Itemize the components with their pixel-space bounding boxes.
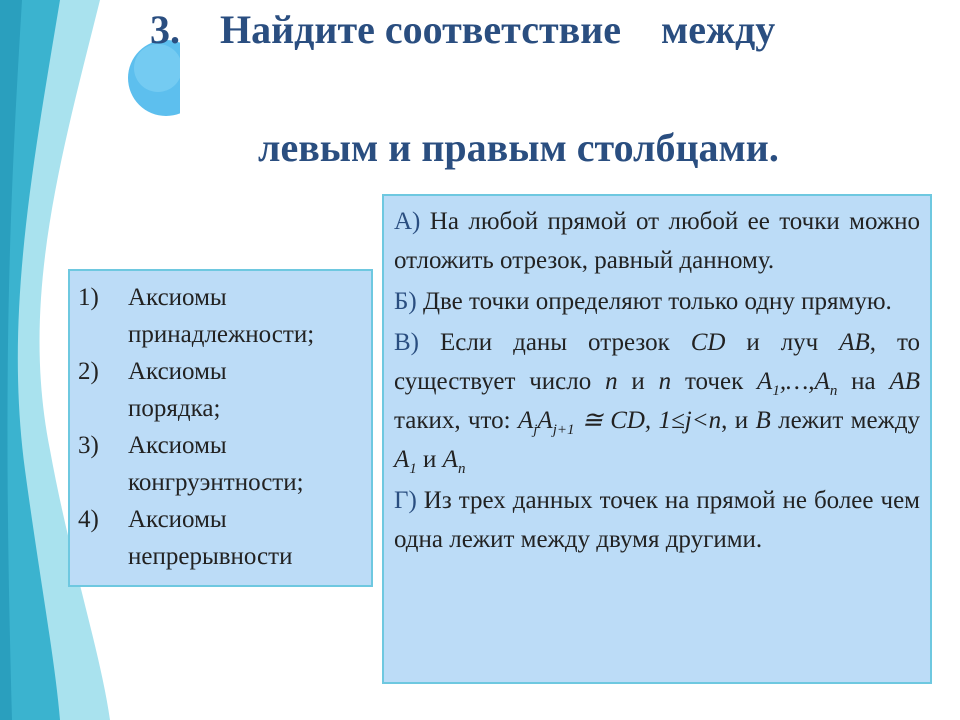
left-item-4: 4) Аксиомы непрерывности — [78, 506, 293, 570]
right-column-box — [382, 194, 932, 684]
right-item-v: В) Если даны отрезок CD и луч AB, то существует число n и n точек $A_1,\dots,A_n$ на AB таких, что: $A_jA_{j+1}$ ≅ CD, 1≤j<n, и B лежит между $A_1$ и $A_n$ — [394, 329, 921, 477]
right-item-g: Г) Из трех данных точек на прямой не более чем одна лежит между двумя другими. — [394, 487, 921, 553]
question-number: 3. — [150, 7, 180, 52]
left-column-box — [68, 269, 373, 587]
page-title-line-1: 3. Найдите соответствие между — [150, 7, 776, 52]
right-item-a: А) На любой прямой от любой ее точки можно отложить отрезок, равный данному. — [394, 208, 920, 274]
page-title-line-2: левым и правым столбцами. — [258, 125, 779, 170]
right-item-b: Б) Две точки определяют только одну прямую. — [394, 288, 892, 315]
left-item-1: 1) Аксиомы принадлежности; — [78, 284, 315, 348]
left-item-3: 3) Аксиомы конгруэнтности; — [78, 432, 304, 496]
left-item-2: 2) Аксиомы порядка; — [78, 358, 227, 422]
